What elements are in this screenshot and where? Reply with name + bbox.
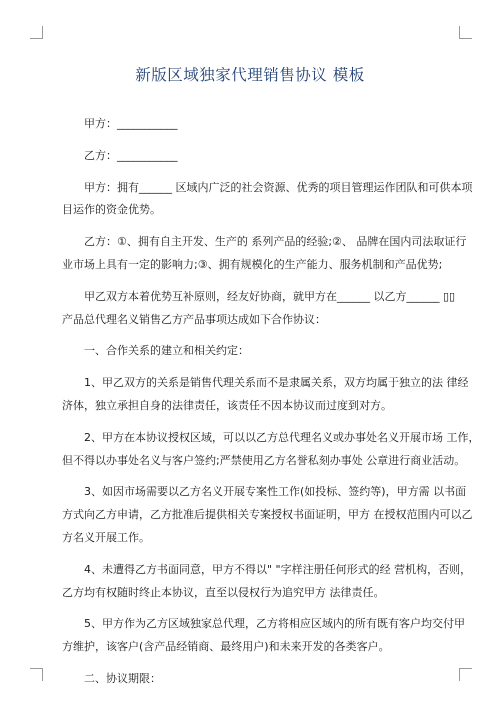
item-1-paragraph [62,372,469,418]
text-line: 甲乙双方本着优势互补原则，经友好协商，就甲方在______ 以乙方______ ▯▯ [84,289,456,303]
section-2-heading [62,668,440,691]
text-line: 但不得以办事处名义与客户签约;严禁使用乙方名誉私刻办事处 公章进行商业活动。 [62,453,466,467]
section-heading: 二、协议期限： [84,671,161,685]
document-body [62,113,480,691]
text-line: 产品总代理名义销售乙方产品事项达成如下合作协议： [62,312,326,326]
text-line: 济体，独立承担自身的法律责任，该责任不因本协议而过度到对方。 [62,398,392,412]
crop-mark-bottom-right [459,668,472,681]
item-5-paragraph [62,613,465,659]
text-line: 方式向乙方申请，乙方批准后提供相关专案授权书面证明，甲方 在授权范围内可以乙 [62,508,473,522]
text-line: 方名义开展工作。 [62,530,150,544]
text-line: 乙方均有权随时终止本协议，直至以侵权行为追究甲方 法律责任。 [62,585,385,599]
section-heading: 一、合作关系的建立和相关约定： [84,344,249,358]
text-line: 甲方：拥有______ 区域内广泛的社会资源、优秀的项目管理运作团队和可供本项 [84,180,473,194]
text-line: 方维护，该客户(含产品经销商、最终用户)和未来开发的各类客户。 [62,640,390,654]
party-a-desc-paragraph [62,177,473,223]
text-line: 业市场上具有一定的影响力;③、拥有规模化的生产能力、服务机制和产品优势; [62,257,443,271]
item-2-paragraph [62,427,480,473]
text-line: 1、甲乙双方的关系是销售代理关系而不是隶属关系，双方均属于独立的法 律经 [84,376,469,390]
intro-paragraph [62,286,456,332]
crop-mark-bottom-left [30,668,43,681]
text-line: 2、甲方在本协议授权区域，可以以乙方总代理名义或办事处名义开展市场 工作， [84,430,480,444]
text-line: 4、未遭得乙方书面同意，甲方不得以" "字样注册任何形式的经 营机构，否则， [84,562,472,576]
party-b-line: 乙方：___________ [84,148,178,162]
crop-mark-top-left [30,26,43,39]
crop-mark-top-right [459,26,472,39]
party-a-paragraph [62,113,440,136]
party-a-line: 甲方：___________ [84,117,178,130]
party-b-desc-paragraph [62,231,467,277]
section-1-heading [62,340,440,363]
item-4-paragraph [62,559,472,605]
text-line: 乙方：①、拥有自主开发、生产的 系列产品的经验;②、 品牌在国内司法取证行 [84,235,467,249]
text-line: 目运作的资金优势。 [62,203,161,217]
item-3-paragraph [62,481,473,549]
text-line: 3、如因市场需要以乙方名义开展专案性工作(如投标、签约等)，甲方需 以书面 [84,485,467,499]
party-b-paragraph [62,145,440,168]
document-title: 新版区域独家代理销售协议 模板 [135,66,365,84]
text-line: 5、甲方作为乙方区域独家总代理，乙方将相应区域内的所有既有客户均交付甲 [84,617,465,631]
